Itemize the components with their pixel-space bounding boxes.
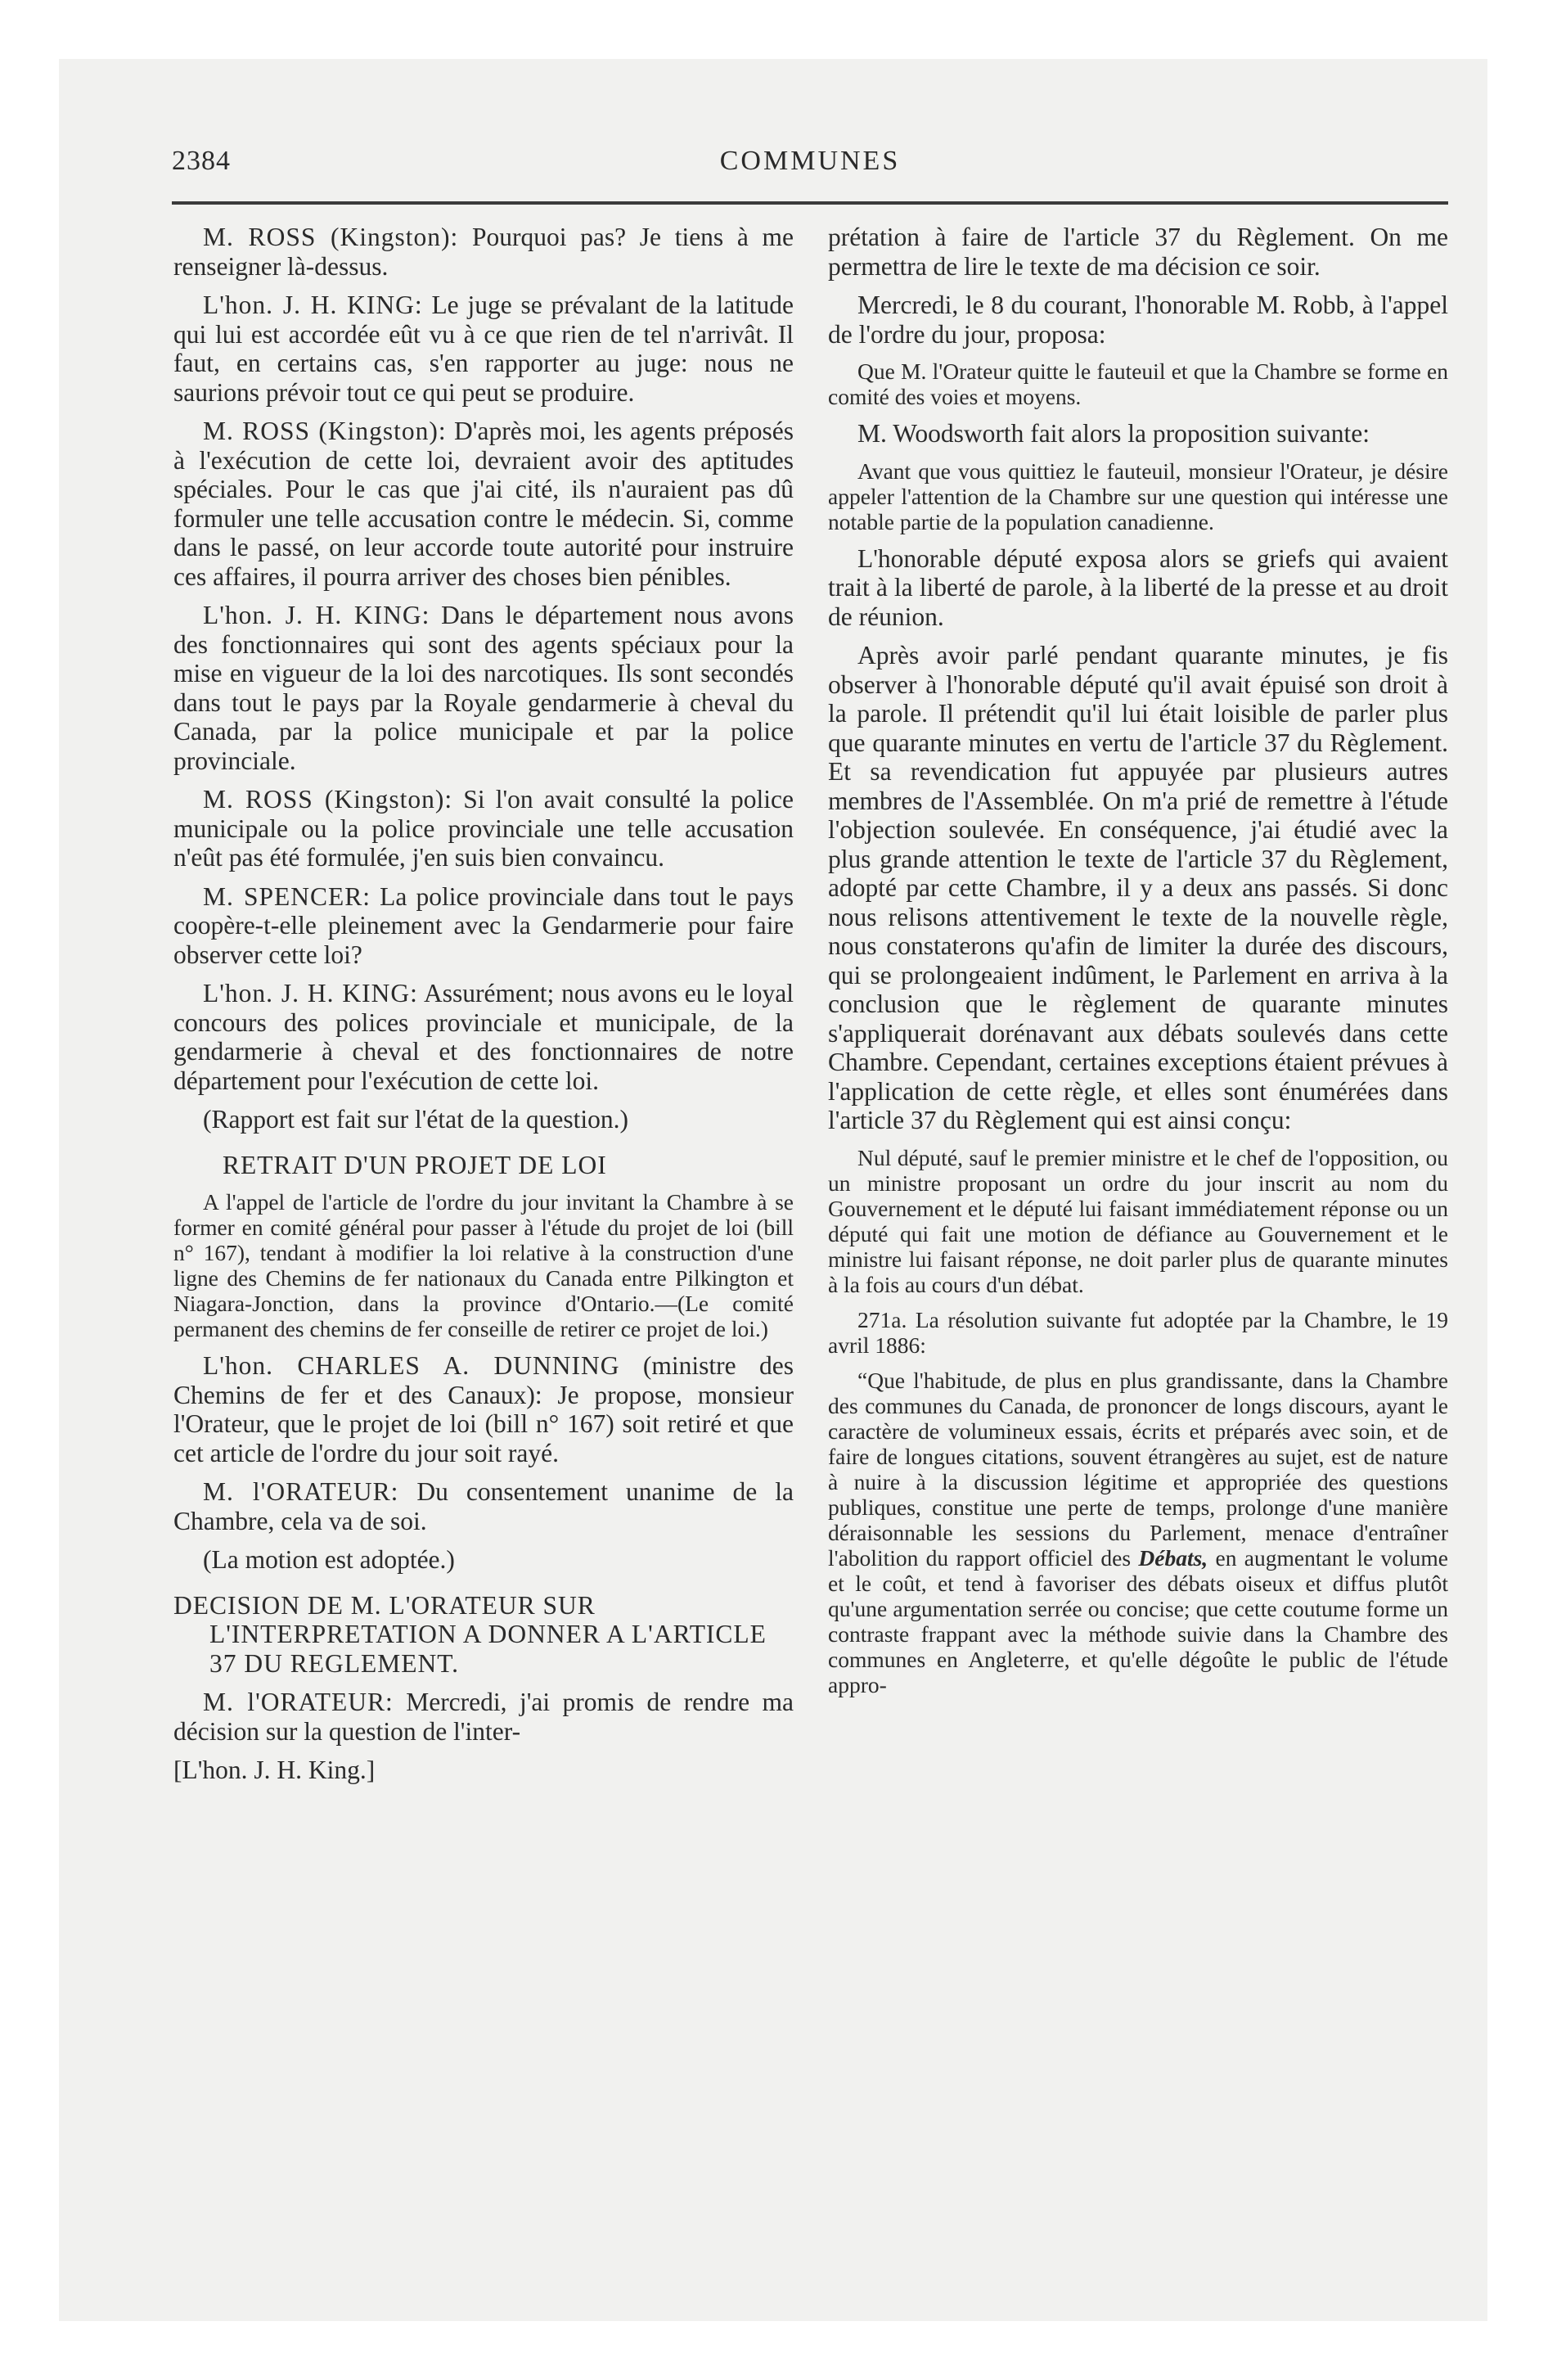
paragraph: Après avoir parlé pendant quarante minutes, je fis observer à l'honorable député qu'il avait épuisé son droit à la parole. Il prétendit qu'il lui était loisible de parler plus que quarante minutes en vertu de l'article 37 du Règlement. Et sa revendication fut appuyée par plusieurs autres membres de l'Assemblée. On m'a prié de remettre à l'étude l'objection soulevée. En conséquence, j'ai étudié avec la plus grande attention le texte de l'article 37 du Règlement, adopté par cette Chambre, il y a deux ans passés. Si donc nous relisons attentivement le texte de la nouvelle règle, nous constaterons qu'afin de limiter la durée des discours, qui se prolongeaient indûment, le Parlement en arriva à la conclusion que le règlement de quarante minutes s'appliquerait dorénavant aux débats soulevés dans cette Chambre. Cependant, certaines exceptions étaient prévues à l'application de cette règle, et elles sont énumérées dans l'article 37 du Règlement qui est ainsi conçu: bbox=[828, 641, 1448, 1134]
speaker-name: M. ROSS (Kingston): bbox=[203, 785, 453, 814]
paragraph bbox=[173, 1351, 794, 1467]
speaker-reference: [L'hon. J. H. King.] bbox=[173, 1756, 376, 1784]
quoted-resolution bbox=[828, 1368, 1448, 1697]
paragraph: L'honorable député exposa alors se griefs qui avaient trait à la liberté de parole, à la liberté de la presse et au droit de réunion. bbox=[828, 543, 1448, 631]
speaker-name: M. l'ORATEUR: bbox=[203, 1688, 394, 1716]
section-heading: RETRAIT D'UN PROJET DE LOI bbox=[223, 1150, 607, 1179]
agenda-item: A l'appel de l'article de l'ordre du jour invitant la Chambre à se former en comité général pour passer à l'étude du projet de loi (bill n° 167), tendant à modifier la loi relative à la construction d'une ligne des Chemins de fer nationaux du Canada entre Pilkington et Niagara-Jonction, dans la province d'Ontario.—(Le comité permanent des chemins de fer conseille de retirer ce projet de loi.) bbox=[173, 1189, 794, 1341]
paragraph bbox=[173, 291, 794, 407]
left-column bbox=[173, 223, 794, 1795]
debates-title: Débats, bbox=[1138, 1544, 1208, 1571]
paragraph bbox=[173, 785, 794, 872]
paragraph: M. Woodsworth fait alors la proposition suivante: bbox=[857, 419, 1370, 448]
paragraph bbox=[173, 601, 794, 775]
speaker-name: M. l'ORATEUR: bbox=[203, 1477, 399, 1506]
paragraph bbox=[173, 882, 794, 970]
quoted-rule: Nul député, sauf le premier ministre et le chef de l'opposition, ou un ministre proposant un ordre du jour inscrit au nom du Gouvernement et le député lui faisant immédiatement réponse ou un député qui fait une motion de défiance au Gouvernement et le ministre lui faisant réponse, ne doit parler plus de quarante minutes à la fois au cours d'un débat. bbox=[828, 1144, 1448, 1297]
paragraph: Mercredi, le 8 du courant, l'honorable M. Robb, à l'appel de l'ordre du jour, proposa: bbox=[828, 291, 1448, 349]
speaker-name: L'hon. CHARLES A. DUNNING bbox=[203, 1351, 620, 1380]
speech-text: D'après moi, les agents préposés à l'exécution de cette loi, devraient avoir des aptitudes spéciales. Pour le cas que j'ai cité, ils n'auraient pas dû formuler une telle accusation contre le médecin. Si, comme dans le passé, on leur accorde toute autorité pour instruire ces affaires, il pourra arriver des choses bien pénibles. bbox=[173, 417, 794, 591]
section-heading: DECISION DE M. L'ORATEUR SUR L'INTERPRETATION A DONNER A L'ARTICLE 37 DU REGLEMENT. bbox=[173, 1590, 767, 1678]
paragraph bbox=[173, 1688, 794, 1746]
paragraph bbox=[173, 1477, 794, 1535]
speech-text: Du consentement unanime de la Chambre, cela va de soi. bbox=[173, 1477, 794, 1535]
speech-text: Pourquoi pas? Je tiens à me renseigner là-dessus. bbox=[173, 223, 794, 281]
speaker-name: L'hon. J. H. KING: bbox=[203, 979, 418, 1007]
speaker-name: M. SPENCER: bbox=[203, 881, 371, 911]
speaker-name: M. ROSS (Kingston): bbox=[203, 223, 459, 251]
speech-text: (ministre des Chemins de fer et des Canaux): Je propose, monsieur l'Orateur, que le projet de loi (bill n° 167) soit retiré et que cet article de l'ordre du jour soit rayé. bbox=[173, 1351, 794, 1467]
speech-text: Si l'on avait consulté la police municipale ou la police provinciale une telle accusation n'eût pas été formulée, j'en suis bien convaincu. bbox=[173, 785, 794, 872]
procedural-note: (La motion est adoptée.) bbox=[203, 1545, 455, 1574]
paragraph bbox=[173, 417, 794, 591]
speech-text: Mercredi, j'ai promis de rendre ma décision sur la question de l'inter- bbox=[173, 1688, 794, 1746]
resolution-text: “Que l'habitude, de plus en plus grandissante, dans la Chambre des communes du Canada, de prononcer de longs discours, ayant le caractère de volumineux essais, écrits et préparés avec soin, et de faire de longues citations, souvent étrangères au sujet, est de nature à nuire à la discussion légitime et appropriée des questions publiques, constitue une perte de temps, prolonge d'une manière déraisonnable les sessions du Parlement, menace d'entraîner l'abolition du rapport officiel des bbox=[828, 1367, 1448, 1571]
quoted-motion: Que M. l'Orateur quitte le fauteuil et que la Chambre se forme en comité des voies et moyens. bbox=[828, 358, 1448, 409]
speaker-name: M. ROSS (Kingston): bbox=[203, 417, 447, 445]
header-rule bbox=[172, 201, 1448, 205]
quoted-motion: Avant que vous quittiez le fauteuil, monsieur l'Orateur, je désire appeler l'attention de la Chambre sur une question qui intéresse une notable partie de la population canadienne. bbox=[828, 458, 1448, 534]
speaker-name: L'hon. J. H. KING: bbox=[203, 601, 430, 629]
paragraph bbox=[173, 979, 794, 1095]
speech-text: Le juge se prévalant de la latitude qui lui est accordée eût vu à ce que rien de tel n'arrivât. Il faut, en certains cas, s'en rapporter au juge: nous ne saurions prévoir tout ce qui peut se produire. bbox=[173, 291, 794, 407]
page-number: 2384 bbox=[172, 146, 231, 176]
procedural-note: (Rapport est fait sur l'état de la question.) bbox=[203, 1105, 629, 1134]
quoted-rule: 271a. La résolution suivante fut adoptée par la Chambre, le 19 avril 1886: bbox=[828, 1306, 1448, 1358]
speaker-name: L'hon. J. H. KING: bbox=[203, 291, 423, 319]
speech-text: Dans le département nous avons des fonctionnaires qui sont des agents spéciaux pour la mise en vigueur de la loi des narcotiques. Ils sont secondés dans tout le pays par la Royale gendarmerie à cheval du Canada, par la police municipale et par la police provinciale. bbox=[173, 601, 794, 775]
resolution-text: en augmentant le volume et le coût, et tend à favoriser des débats oiseux et diffus plutôt qu'une argumentation serrée ou concise; que cette coutume forme un contraste frappant avec la méthode suivie dans la Chambre des communes en Angleterre, et qu'elle dégoûte le public de l'étude appro- bbox=[828, 1544, 1449, 1697]
speech-text: La police provinciale dans tout le pays coopère-t-elle pleinement avec la Gendarmerie pour faire observer cette loi? bbox=[173, 881, 794, 969]
speech-text: Assurément; nous avons eu le loyal concours des polices provinciale et municipale, de la gendarmerie à cheval et des fonctionnaires de notre département pour l'exécution de cette loi. bbox=[173, 979, 794, 1095]
paragraph: prétation à faire de l'article 37 du Règlement. On me permettra de lire le texte de ma décision ce soir. bbox=[828, 223, 1448, 281]
page-header bbox=[172, 146, 1448, 183]
paragraph bbox=[173, 223, 794, 281]
right-column bbox=[828, 223, 1448, 1707]
running-head: COMMUNES bbox=[719, 146, 901, 176]
